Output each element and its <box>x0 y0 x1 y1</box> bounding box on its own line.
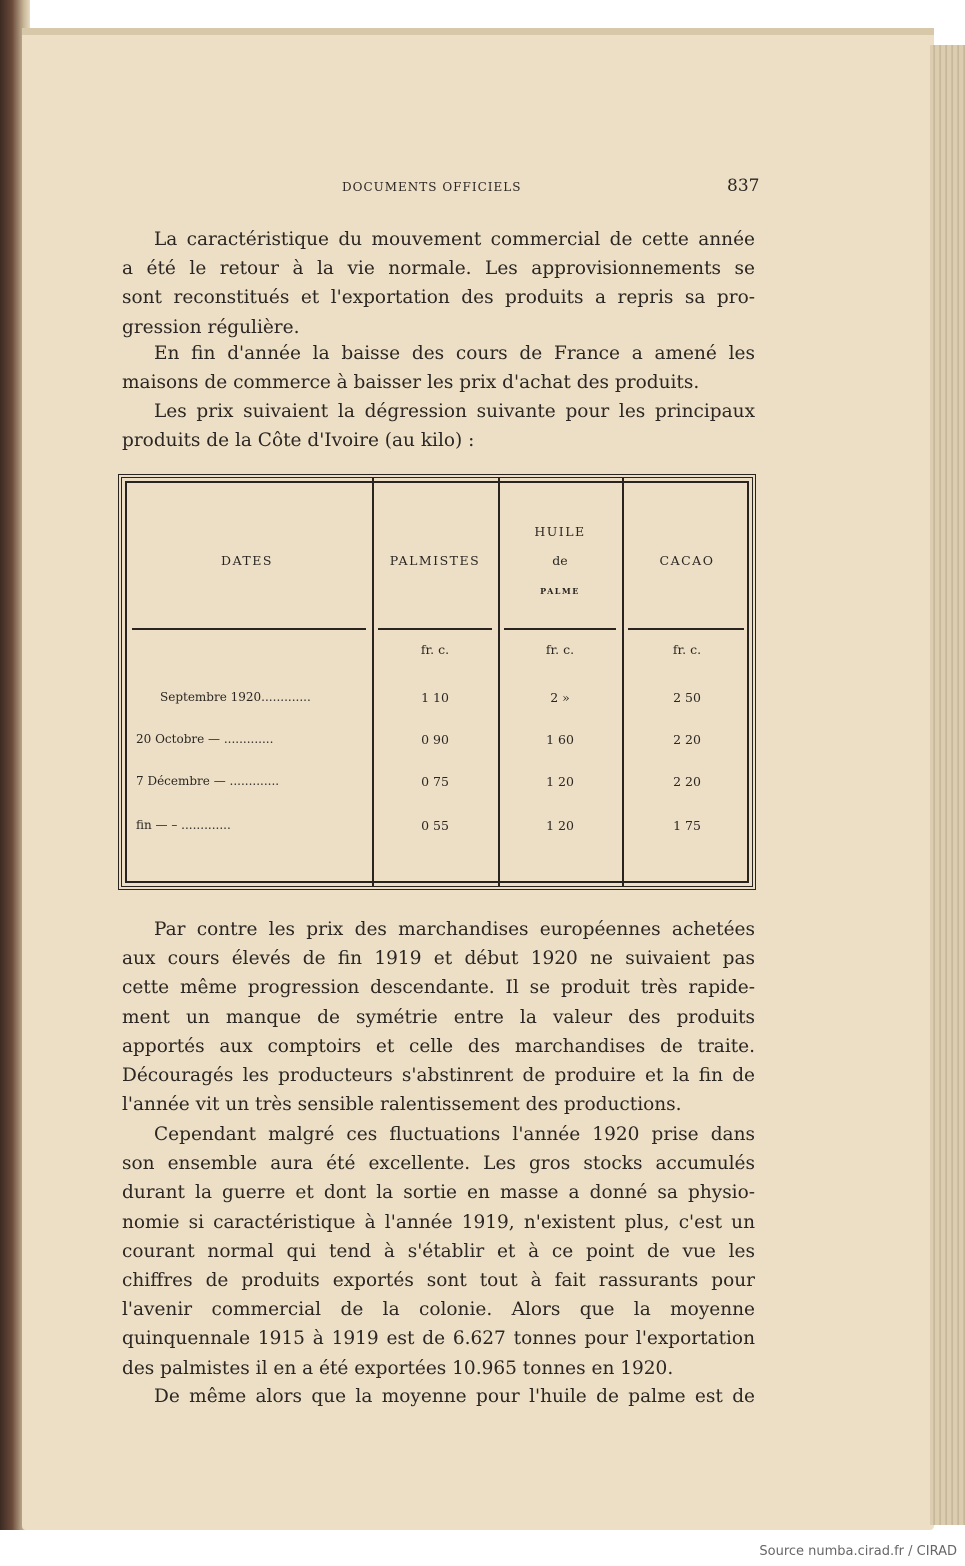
running-title: DOCUMENTS OFFICIELS <box>342 180 522 194</box>
row-cacao: 2 20 <box>673 732 701 747</box>
unit-label: fr. c. <box>545 642 575 657</box>
text-line: aux cours élevés de fin 1919 et début 1920 ne suivaient pas <box>122 948 755 970</box>
text-line: En fin d'année la baisse des cours de France a amené les <box>154 343 755 364</box>
row-palmistes: 1 10 <box>421 690 449 705</box>
row-huile: 1 60 <box>546 732 574 747</box>
unit-label: fr. c. <box>672 642 702 657</box>
header-huile: HUILE <box>534 524 586 539</box>
header-rule <box>132 628 366 630</box>
text-line: nomie si caractéristique à l'année 1919, n'existent plus, c'est un <box>122 1211 755 1233</box>
row-date: 20 Octobre — ............. <box>136 732 274 746</box>
text-line: cette même progression descendante. Il se produit très rapide- <box>122 977 755 999</box>
row-date: 7 Décembre — ............. <box>136 774 280 788</box>
text-line: courant normal qui tend à s'établir et à ce point de vue les <box>122 1240 755 1262</box>
header-cacao: CACAO <box>659 553 715 568</box>
page-stack-edge <box>930 45 965 1525</box>
text-line: son ensemble aura été excellente. Les gros stocks accumulés <box>122 1153 755 1175</box>
row-palmistes: 0 55 <box>421 818 449 833</box>
text-line: ment un manque de symétrie entre la valeur des produits <box>122 1006 755 1028</box>
row-huile: 2 » <box>550 690 570 705</box>
text-line: quinquennale 1915 à 1919 est de 6.627 tonnes pour l'exportation <box>122 1328 755 1350</box>
text-line: durant la guerre et dont la sortie en masse a donné sa physio- <box>122 1182 755 1204</box>
price-table <box>118 474 756 890</box>
text-line: apportés aux comptoirs et celle des marchandises de traite. <box>122 1035 755 1057</box>
row-palmistes: 0 75 <box>421 774 449 789</box>
text-line: Par contre les prix des marchandises européennes achetées <box>154 919 755 940</box>
text-line: des palmistes il en a été exportées 10.965 tonnes en 1920. <box>122 1357 674 1379</box>
row-cacao: 2 20 <box>673 774 701 789</box>
header-rule <box>378 628 492 630</box>
text-line: maisons de commerce à baisser les prix d'achat des produits. <box>122 372 700 394</box>
row-cacao: 2 50 <box>673 690 701 705</box>
text-line: Les prix suivaient la dégression suivante pour les principaux <box>154 401 755 422</box>
row-date: fin — – ............. <box>136 818 231 832</box>
text-line: De même alors que la moyenne pour l'huile de palme est de <box>154 1386 755 1407</box>
text-line: La caractéristique du mouvement commercial de cette année <box>154 229 755 250</box>
header-rule <box>628 628 744 630</box>
text-line: produits de la Côte d'Ivoire (au kilo) : <box>122 430 475 452</box>
header-rule <box>504 628 616 630</box>
text-line: l'année vit un très sensible ralentissement des productions. <box>122 1094 682 1116</box>
text-line: sont reconstitués et l'exportation des produits a repris sa pro- <box>122 287 755 309</box>
row-date: Septembre 1920............. <box>160 690 311 704</box>
text-line: l'avenir commercial de la colonie. Alors que la moyenne <box>122 1299 755 1321</box>
row-huile: 1 20 <box>546 818 574 833</box>
row-huile: 1 20 <box>546 774 574 789</box>
row-palmistes: 0 90 <box>421 732 449 747</box>
text-line: Cependant malgré ces fluctuations l'année 1920 prise dans <box>154 1124 755 1145</box>
row-cacao: 1 75 <box>673 818 701 833</box>
header-dates: DATES <box>221 553 273 568</box>
page-number: 837 <box>727 176 760 196</box>
unit-label: fr. c. <box>420 642 450 657</box>
header-palme: PALME <box>540 586 580 596</box>
header-de: de <box>552 553 568 568</box>
text-line: Découragés les producteurs s'abstinrent de produire et la fin de <box>122 1065 755 1086</box>
header-palmistes: PALMISTES <box>389 553 481 568</box>
text-line: gression régulière. <box>122 316 300 338</box>
source-credit: Source numba.cirad.fr / CIRAD <box>759 1544 957 1559</box>
text-line: chiffres de produits exportés sont tout à fait rassurants pour <box>122 1270 755 1291</box>
text-line: a été le retour à la vie normale. Les approvisionnements se <box>122 258 755 280</box>
